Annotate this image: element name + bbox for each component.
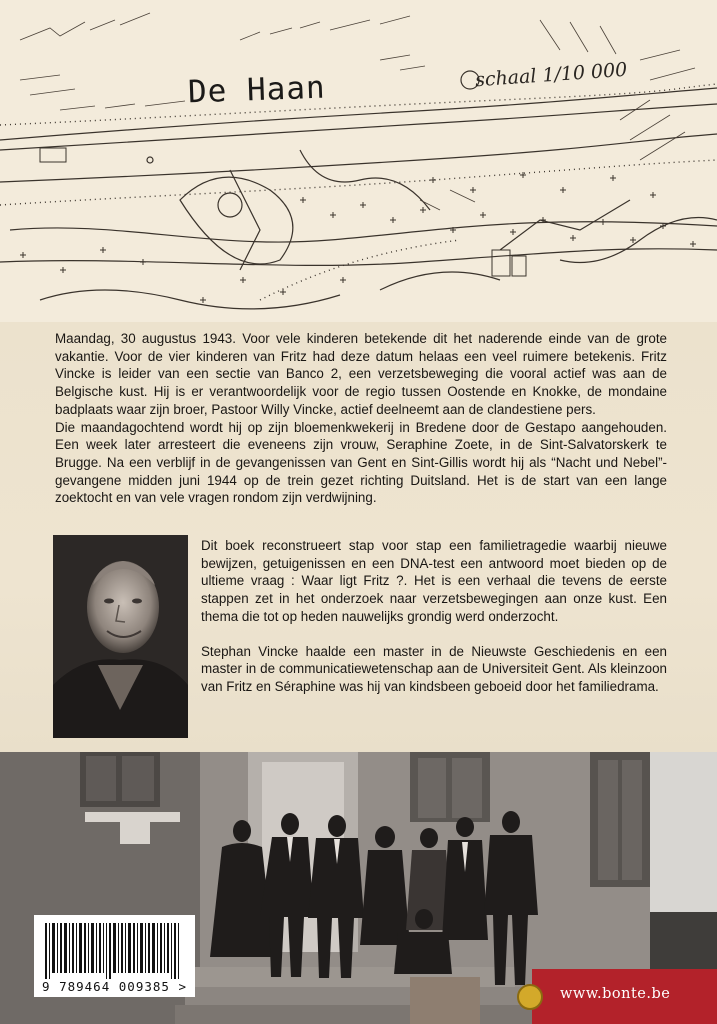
- map-scale: schaal 1/10 000: [474, 58, 628, 92]
- book-paragraph: Dit boek reconstrueert stap voor stap een familietragedie waarbij nieuwe bewijzen, getuigenissen en een DNA-test een antwoord moet bieden op de ultieme vraag : Waar ligt Fritz ?. Het is een verhaal die tevens de eerste stappen zet in het onderzoek naar verzetsbewegingen aan onze kust. Een thema die tot op heden nauwelijks grondig werd onderzocht.: [201, 538, 667, 624]
- author-portrait-photo: [53, 535, 188, 738]
- intro-paragraph: Maandag, 30 augustus 1943. Voor vele kinderen betekende dit het naderende einde van de grote vakantie. Voor de vier kinderen van Fritz had deze datum helaas een veel ruimere betekenis. Fritz Vincke is leider van een sectie van Banco 2, een verzetsbeweging die vooral actief was aan de Belgische kust. Hij is er verantwoordelijk voor de regio tussen Oostende en Knokke, de mondaine badplaats waar zijn broer, Pastoor Willy Vincke, actief deelneemt aan de clandestiene pers.: [55, 331, 667, 417]
- publisher-url[interactable]: www.bonte.be: [560, 986, 671, 1002]
- hand-drawn-map: [0, 0, 717, 322]
- map-title: De Haan: [187, 69, 327, 111]
- portrait-drawing: [53, 535, 188, 738]
- intro-text: [55, 330, 667, 507]
- author-bio-paragraph: Stephan Vincke haalde een master in de Nieuwste Geschiedenis en een master in de communicatiewetenschap aan de Universiteit Gent. Als kleinzoon van Fritz en Séraphine was hij van kindsbeen geboeid door het familiedrama.: [201, 643, 667, 694]
- book-description: [201, 537, 667, 696]
- intro-paragraph: Die maandagochtend wordt hij op zijn bloemenkwekerij in Bredene door de Gestapo aangehouden. Een week later arresteert die eveneens zijn vrouw, Seraphine Zoete, in de Sint-Salvatorskerk te Brugge. Na een verblijf in de gevangenissen van Gent en Sint-Gillis wordt hij als “Nacht und Nebel”-gevangene midden juni 1944 op de trein gezet richting Duitsland. Het is de start van een lange zoektocht en van vele vragen rondom zijn verdwijning.: [55, 419, 667, 506]
- isbn-barcode: [34, 915, 195, 997]
- publisher-logo-icon: [517, 984, 543, 1010]
- publisher-banner: [532, 969, 717, 1024]
- map-drawing: [0, 0, 717, 322]
- isbn-number: 9 789464 009385 >: [42, 979, 187, 994]
- text-panel: [0, 322, 717, 752]
